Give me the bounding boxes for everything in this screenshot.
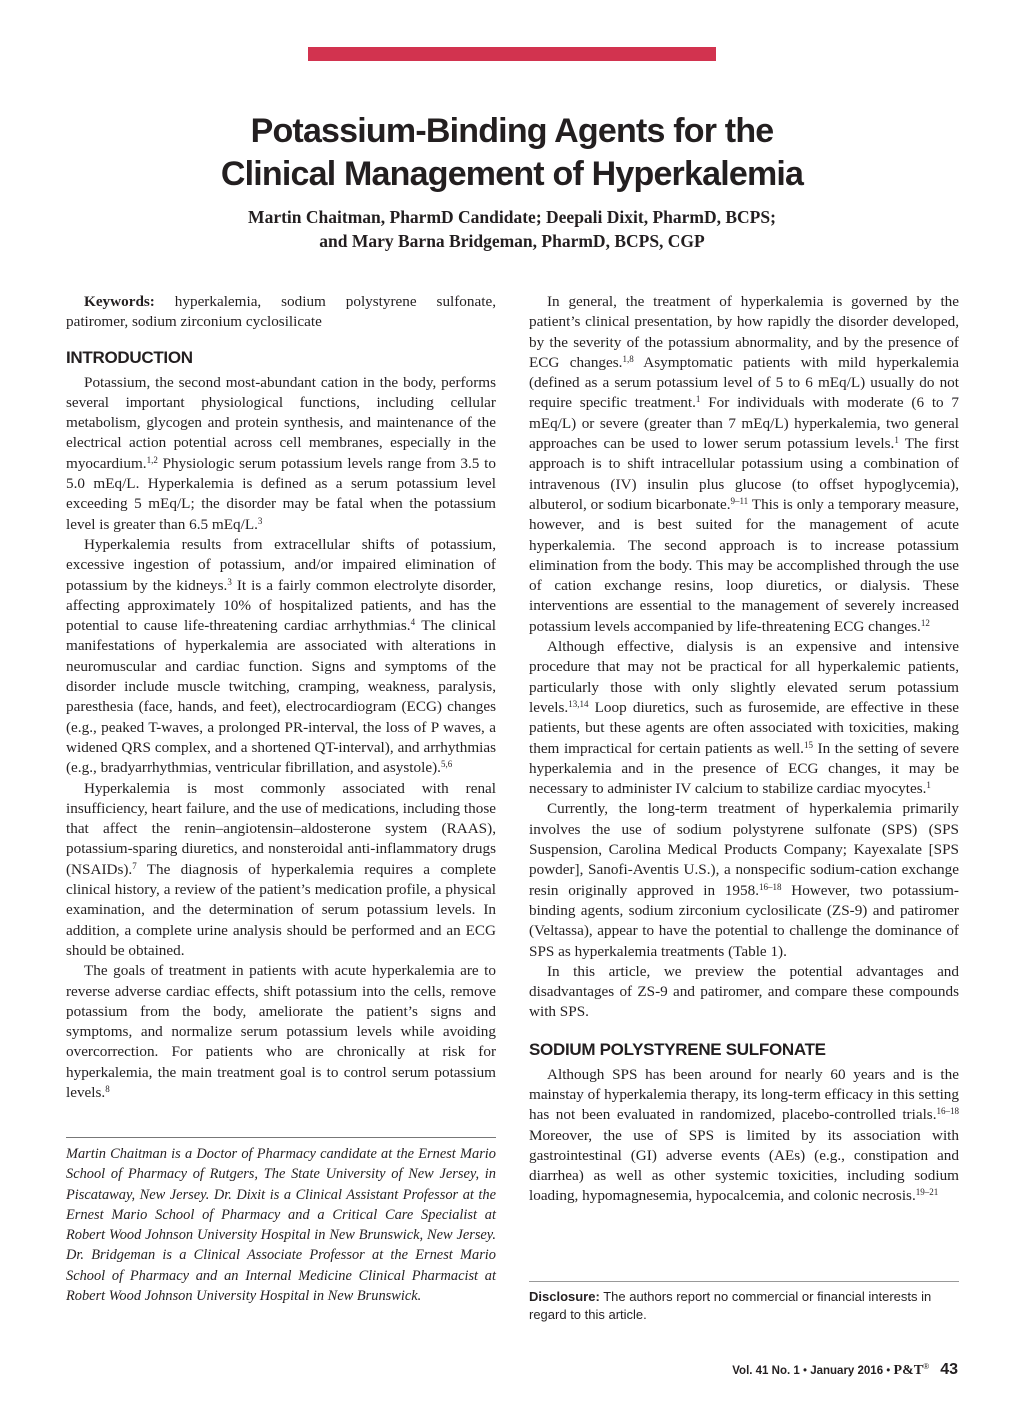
title-line: Clinical Management of Hyperkalemia [220,155,804,193]
keywords-text: hyperkalemia, sodium polystyrene sulfonate, patiromer, sodium zirconium cyclosilicate [66,293,496,331]
citation-superscript: 19–21 [915,1187,939,1198]
article-title [0,110,1024,196]
citation-superscript: 15 [803,739,813,750]
footer-volume: Vol. 41 No. 1 [732,1365,800,1377]
citation-superscript: 8 [105,1083,110,1094]
citation-superscript: 1 [926,780,931,791]
citation-superscript: 1 [695,394,701,405]
paragraph: Potassium, the second most-abundant cation in the body, performs several important physiological functions, including cellular metabolism, glycogen and protein synthesis, and maintenance of the electrical action potential across cell membranes, especially in the myocardium.$^{1,2}$ Physiologic serum potassium levels range from 3.5 to 5.0 mEq/L. Hyperkalemia is defined as a serum potassium level exceeding 5 mEq/L; the disorder may be fatal when the potassium level is greater than 6.5 mEq/L.$^3$ [66,373,496,533]
disclosure [529,1281,959,1324]
citation-superscript: 4 [410,617,416,628]
citation-superscript: 3 [257,515,263,526]
footer-journal: P&T [893,1363,924,1378]
paragraph: In this article, we preview the potential advantages and disadvantages of ZS-9 and patiromer, and compare these compounds with SPS. [529,962,959,1021]
citation-superscript: 1,8 [622,353,634,364]
citation-superscript: 7 [132,860,137,871]
citation-superscript: 1,2 [146,454,158,465]
paragraph: The goals of treatment in patients with acute hyperkalemia are to reverse adverse cardiac effects, shift potassium into the cells, remove potassium from the body, ameliorate the patient’s signs and symptoms, and normalize serum potassium levels while avoiding overcorrection. For patients who are chronically at risk for hyperkalemia, the main treatment goal is to control serum potassium levels.$^8$ [66,962,496,1101]
paragraph: In general, the treatment of hyperkalemia is governed by the patient’s clinical presentation, by how rapidly the disorder developed, by the severity of the potassium abnormality, and by the presence of ECG changes.$^{1,8}$ Asymptomatic patients with mild hyperkalemia (defined as a serum potassium level of 5 to 6 mEq/L) usually do not require specific treatment.$^1$ For individuals with moderate (6 to 7 mEq/L) or severe (greater than 7 mEq/L) hyperkalemia, two general approaches can be used to lower serum potassium levels.$^1$ The first approach is to shift intracellular potassium using a combination of intravenous (IV) insulin plus glucose (to offset hypoglycemia), albuterol, or sodium bicarbonate.$^{9-11}$ This is only a temporary measure, however, and is best suited for the management of acute hyperkalemia. The second approach is to increase potassium elimination from the body. This may be accomplished through the use of cation exchange resins, loop diuretics, or dialysis. These interventions are essential to the management of severely increased potassium levels accompanied by life-threatening ECG changes.$^{12}$ [529,293,959,635]
right-column [529,292,959,1207]
citation-superscript: 9–11 [730,495,749,506]
citation-superscript: 13,14 [568,698,589,709]
section-heading-sps: SODIUM POLYSTYRENE SULFONATE [529,1039,826,1059]
citation-superscript: 5,6 [440,759,453,770]
author-bio: Martin Chaitman is a Doctor of Pharmacy candidate at the Ernest Mario School of Pharmacy of Rutgers, The State University of New Jersey, in Piscataway, New Jersey. Dr. Dixit is a Clinical Assistant Professor at the Ernest Mario School of Pharmacy and a Critical Care Specialist at Robert Wood Johnson University Hospital in New Brunswick, New Jersey. Dr. Bridgeman is a Clinical Associate Professor at the Ernest Mario School of Pharmacy and an Internal Medicine Clinical Pharmacist at Robert Wood Johnson University Hospital in New Brunswick. [66,1137,496,1306]
left-column [66,292,496,1103]
citation-superscript: 12 [920,617,930,628]
paragraph: Although effective, dialysis is an expensive and intensive procedure that may not be practical for all hyperkalemic patients, particularly those with only slightly elevated serum potassium levels.$^{13,14}$ Loop diuretics, such as furosemide, are effective in these patients, but these agents are often associated with toxicities, making them impractical for certain patients as well.$^{15}$ In the setting of severe hyperkalemia and in the presence of ECG changes, it may be necessary to administer IV calcium to stabilize cardiac myocytes.$^1$ [529,638,959,798]
page-number: 43 [940,1361,958,1378]
citation-superscript: 3 [227,576,232,587]
page-footer [732,1361,958,1379]
footer-registered: ® [923,1362,929,1371]
disclosure-label: Disclosure: [529,1289,600,1304]
accent-bar [308,47,716,61]
title-line: Potassium-Binding Agents for the [250,112,774,150]
author-list [0,205,1024,253]
footer-bullet: • [886,1365,891,1377]
paragraph: Currently, the long-term treatment of hyperkalemia primarily involves the use of sodium polystyrene sulfonate (SPS) (SPS Suspension, Carolina Medical Products Company; Kayexalate [SPS powder], Sanofi-Aventis U.S.), a nonspecific sodium-cation exchange resin originally approved in 1958.$^{16-18}$ However, two potassium-binding agents, sodium zirconium cyclosilicate (ZS-9) and patiromer (Veltassa), appear to have the potential to challenge the dominance of SPS as hyperkalemia treatments (Table 1). [529,800,959,960]
keywords-label: Keywords: [84,293,155,310]
section-heading-introduction: INTRODUCTION [66,347,193,367]
paragraph: Although SPS has been around for nearly 60 years and is the mainstay of hyperkalemia therapy, its long-term efficacy in this setting has not been evaluated in randomized, placebo-controlled trials.$^{16-18}$ Moreover, the use of SPS is limited by its association with gastrointestinal (GI) adverse events (AEs) (e.g., constipation and diarrhea) as well as other systemic toxicities, including sodium loading, hypomagnesemia, hypocalcemia, and colonic necrosis.$^{19-21}$ [529,1065,959,1205]
footer-bullet: • [802,1365,807,1377]
paragraph: Hyperkalemia results from extracellular shifts of potassium, excessive ingestion of potassium, and/or impaired elimination of potassium by the kidneys.$^3$ It is a fairly common electrolyte disorder, affecting approximately 10% of hospitalized patients, and has the potential to cause life-threatening cardiac arrhythmias.$^4$ The clinical manifestations of hyperkalemia are associated with alterations in neuromuscular and cardiac function. Signs and symptoms of the disorder include muscle twitching, cramping, weakness, paralysis, paresthesia (face, hands, and feet), electrocardiogram (ECG) changes (e.g., peaked T-waves, a prolonged PR-interval, the loss of P waves, a widened QRS complex, and a shortened QT-interval), and arrhythmias (e.g., bradyarrhythmias, ventricular fibrillation, and asystole).$^{5,6}$ [66,535,496,777]
citation-superscript: 1 [894,435,899,446]
disclosure-text: The authors report no commercial or financial interests in regard to this article. [529,1289,932,1322]
citation-superscript: 16–18 [759,881,782,892]
authors-line: Martin Chaitman, PharmD Candidate; Deepali Dixit, PharmD, BCPS; [248,207,776,227]
paragraph: Hyperkalemia is most commonly associated with renal insufficiency, heart failure, and the use of medications, including those that affect the renin–angiotensin–aldosterone system (RAAS), potassium-sparing diuretics, and nonsteroidal anti-inflammatory drugs (NSAIDs).$^7$ The diagnosis of hyperkalemia requires a complete clinical history, a review of the patient’s medication profile, a physical examination, and the determination of serum potassium levels. In addition, a complete urine analysis should be performed and an ECG should be obtained. [66,779,496,959]
keywords [66,292,496,333]
authors-line: and Mary Barna Bridgeman, PharmD, BCPS, CGP [319,231,705,251]
footer-date: January 2016 [810,1365,884,1377]
citation-superscript: 16–18 [936,1106,959,1117]
